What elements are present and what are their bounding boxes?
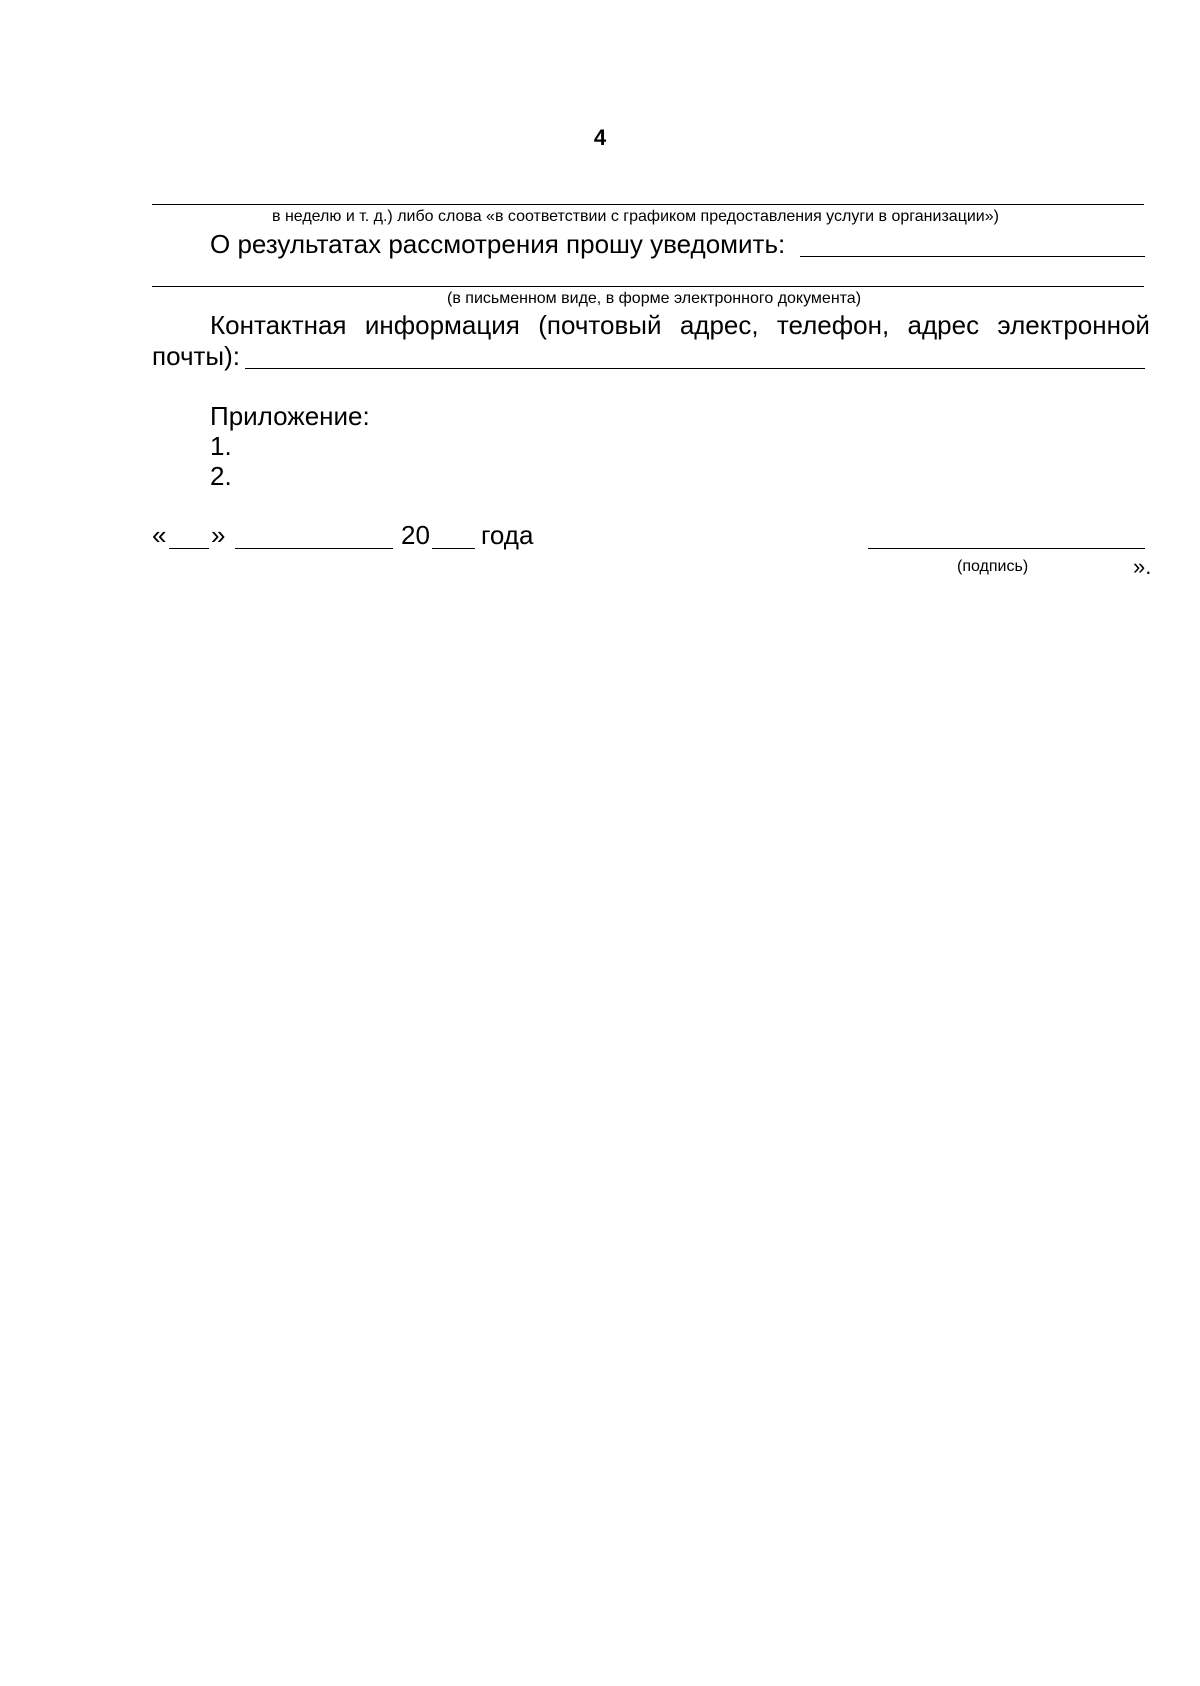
contact-word: адрес <box>907 310 980 340</box>
attachments-title: Приложение: <box>210 401 370 431</box>
contact-word: (почтовый <box>538 310 662 340</box>
date-month-blank[interactable] <box>235 548 393 549</box>
notify-label: О результатах рассмотрения прошу уведомить: <box>210 229 786 259</box>
contact-word: адрес, <box>679 310 759 340</box>
contact-word: информация <box>364 310 520 340</box>
date-suffix: года <box>481 520 534 550</box>
page-number: 4 <box>593 125 607 150</box>
date-day-blank[interactable] <box>169 548 209 549</box>
signature-blank-line[interactable] <box>868 548 1145 549</box>
attachment-item: 2. <box>210 461 232 491</box>
contact-word: телефон, <box>776 310 890 340</box>
signature-closing: ». <box>1133 554 1152 579</box>
notify-blank-line[interactable] <box>800 256 1145 257</box>
schedule-note: в неделю и т. д.) либо слова «в соответствии с графиком предоставления услуги в организации») <box>272 208 999 225</box>
contact-blank-line[interactable] <box>245 368 1145 369</box>
attachment-item: 1. <box>210 431 232 461</box>
signature-caption: (подпись) <box>957 558 1029 575</box>
top-rule <box>152 204 1144 205</box>
date-open-quote: « <box>152 520 167 550</box>
contact-info-line <box>210 310 1150 340</box>
notify-rule <box>152 286 1144 287</box>
date-century: 20 <box>401 520 430 550</box>
contact-continuation: почты): <box>152 341 240 371</box>
contact-word: Контактная <box>210 310 347 340</box>
notify-form-note: (в письменном виде, в форме электронного документа) <box>447 290 862 307</box>
date-close-quote: » <box>211 520 226 550</box>
date-year-blank[interactable] <box>432 548 475 549</box>
contact-word: электронной <box>997 310 1150 340</box>
